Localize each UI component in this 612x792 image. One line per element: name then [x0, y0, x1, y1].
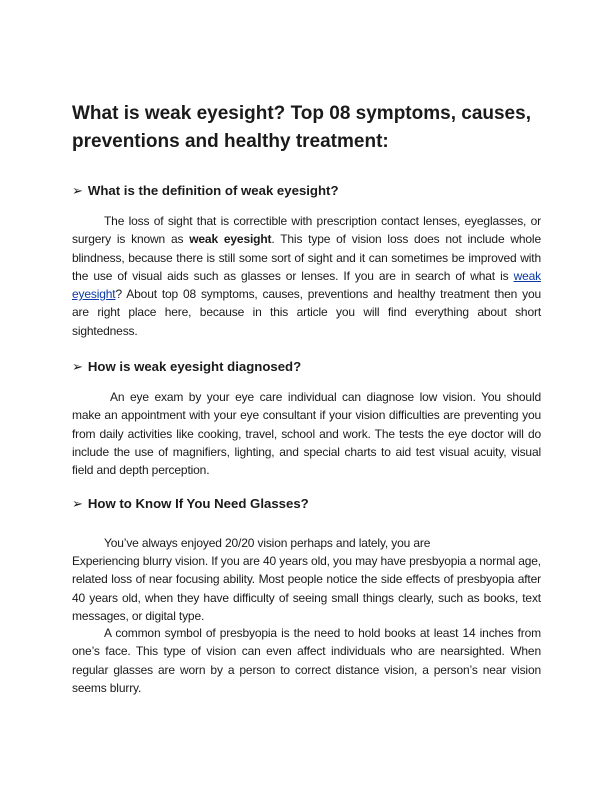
section-heading-text: How is weak eyesight diagnosed? — [87, 359, 302, 374]
arrow-bullet-icon: ➢ — [72, 359, 83, 374]
bold-term: weak eyesight — [189, 232, 272, 247]
text-run: The loss of sight that is correctible with prescription contact lenses, eyeglasses, or surgery is known as — [72, 214, 541, 247]
section-heading-text: How to Know If You Need Glasses? — [87, 496, 309, 511]
glasses-paragraph-body: Experiencing blurry vision. If you are 40 years old, you may have presbyopia a normal age, related loss of near focusing ability. Most people notice the side effects of presbyopia after 40 years old, when they have difficulty of seeing small things clearly, such as books, text messages, or digital type. — [72, 554, 541, 623]
section-heading-text: What is the definition of weak eyesight? — [87, 183, 339, 198]
section-heading-definition — [72, 182, 542, 200]
arrow-bullet-icon: ➢ — [72, 183, 83, 198]
glasses-paragraph-intro: You’ve always enjoyed 20/20 vision perhaps and lately, you are — [104, 536, 431, 550]
text-run: . This type of vision loss does not include whole blindness, because there is still some sort of sight and it can sometimes be improved with the use of visual aids such as glasses or lenses. If you are in search of what is — [72, 232, 541, 283]
definition-paragraph — [72, 212, 541, 340]
presbyopia-paragraph: A common symbol of presbyopia is the need to hold books at least 14 inches from one’s face. This type of vision can even affect individuals who are nearsighted. When regular glasses are worn by a person to correct distance vision, a person’s near vision seems blurry. — [72, 626, 541, 695]
diagnosed-paragraph: An eye exam by your eye care individual can diagnose low vision. You should make an appointment with your eye consultant if your vision difficulties are preventing you from daily activities like cooking, travel, school and work. The tests the eye doctor will do include the use of magnifiers, lighting, and special charts to aid test visual acuity, visual field and depth perception. — [72, 390, 541, 478]
section-heading-glasses — [72, 495, 542, 513]
page-title: What is weak eyesight? Top 08 symptoms, causes, preventions and healthy treatment: — [72, 103, 531, 152]
arrow-bullet-icon: ➢ — [72, 496, 83, 511]
text-run: ? About top 08 symptoms, causes, preventions and healthy treatment then you are right place here, because in this article you will find everything about short sightedness. — [72, 287, 541, 338]
weak-eyesight-link[interactable]: weak eyesight — [72, 268, 541, 302]
section-heading-diagnosed — [72, 358, 542, 376]
